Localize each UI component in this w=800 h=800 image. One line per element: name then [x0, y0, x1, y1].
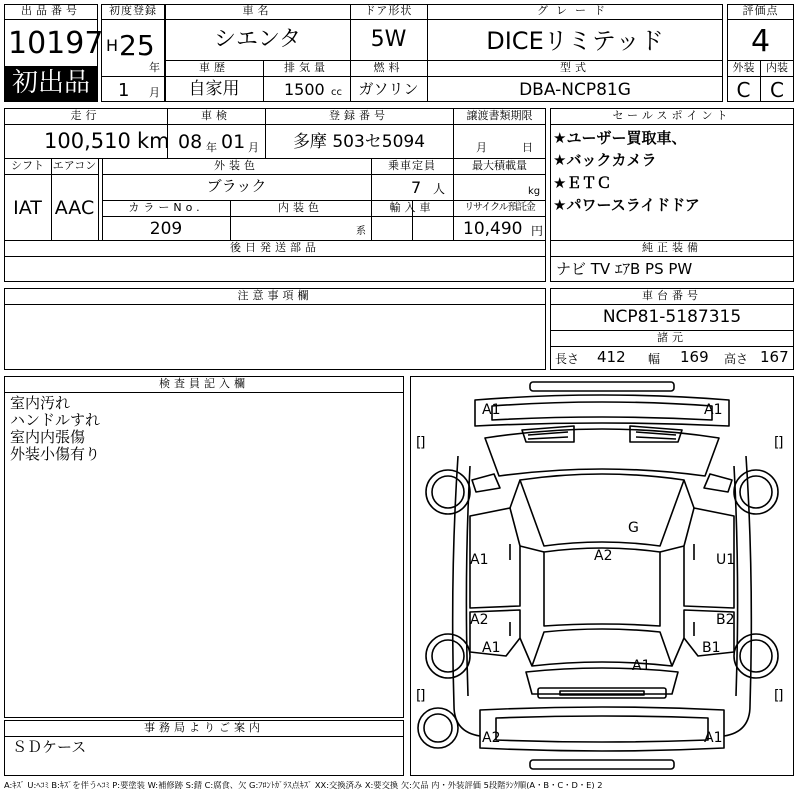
first-reg-era: H: [106, 36, 119, 55]
notes-header: 注意事項欄: [237, 289, 313, 302]
car-outline-diagram: [410, 376, 794, 776]
svg-text:[: [: [774, 688, 780, 704]
max-load-header: 最大積載量: [472, 159, 527, 172]
svg-text:]: ]: [778, 688, 784, 704]
first-registration-header: 初度登録: [109, 4, 157, 17]
aircon-header: エアコン: [52, 159, 97, 172]
inspector-note-1: 室内汚れ: [10, 394, 71, 412]
mark-windshield: G: [628, 520, 639, 536]
mileage: 100,510: [44, 129, 131, 153]
svg-text:]: ]: [420, 688, 426, 704]
mark-tailgate: A1: [632, 658, 651, 674]
shift: IAT: [13, 197, 42, 219]
interior-grade: C: [770, 78, 784, 102]
mark-right-front-door: U1: [716, 552, 736, 568]
svg-text:[: [: [416, 688, 422, 704]
mark-right-quarter: B1: [702, 640, 721, 656]
grade: DICEリミテッド: [486, 27, 664, 55]
exterior-color-header: 外装色: [214, 159, 259, 172]
inspector-note-4: 外装小傷有り: [10, 445, 101, 463]
sales-points-header: セールスポイント: [612, 109, 732, 122]
model-header: 型式: [560, 61, 590, 74]
color-number: 209: [149, 219, 183, 239]
mark-left-rear-door: A2: [470, 612, 489, 628]
max-load-unit: kg: [528, 186, 541, 197]
mark-front-right: A1: [704, 402, 723, 418]
shift-header: シフト: [11, 159, 44, 172]
length: 412: [597, 348, 626, 366]
door-header: ドア形状: [364, 4, 413, 17]
exterior-color: ブラック: [206, 177, 267, 195]
height: 167: [760, 348, 789, 366]
later-parts-header: 後日発送部品: [230, 241, 320, 254]
car-name-header: 車名: [242, 4, 273, 17]
interior-color-header: 内装色: [278, 201, 323, 214]
mark-right-rear-door: B2: [716, 612, 735, 628]
mark-left-quarter: A1: [482, 640, 501, 656]
car-name: シエンタ: [213, 27, 302, 52]
height-label: 高さ: [724, 352, 749, 366]
mark-rear-left: A2: [482, 730, 501, 746]
interior-header: 内装: [766, 61, 788, 74]
mark-rear-right: A1: [704, 730, 723, 746]
first-reg-year-unit: 年: [149, 61, 160, 74]
recycle-fee-header: リサイクル預託金: [464, 202, 535, 213]
office-note-header: 事務局よりご案内: [144, 721, 264, 734]
lot-number: 10197: [8, 26, 104, 61]
fuel-header: 燃料: [373, 61, 404, 74]
transfer-month-unit: 月: [476, 141, 487, 154]
inspection-month: 01: [221, 131, 246, 153]
color-number-header: カラーNo.: [128, 201, 204, 214]
chassis-number: NCP81-5187315: [602, 307, 742, 327]
vehicle-history: 自家用: [188, 79, 240, 99]
sales-point-3: ★ＥＴＣ: [553, 174, 612, 192]
equipment-header: 純正装備: [642, 241, 702, 254]
score-header: 評価点: [742, 4, 779, 17]
displacement-unit: cc: [331, 87, 342, 98]
sales-point-1: ★ユーザー買取車、: [553, 129, 687, 147]
inspector-note-3: 室内内張傷: [10, 428, 86, 446]
office-note: ＳＤケース: [12, 738, 87, 756]
grade-header: グレード: [537, 4, 613, 17]
import-header: 輸入車: [389, 201, 435, 214]
inspector-note-2: ハンドルすれ: [10, 411, 101, 429]
capacity-header: 乗車定員: [388, 159, 436, 172]
inspection-year-unit: 年: [206, 141, 217, 154]
mark-roof: A2: [594, 548, 613, 564]
reg-number-header: 登録番号: [329, 109, 389, 122]
model-code: DBA-NCP81G: [519, 80, 631, 100]
chassis-header: 車台番号: [642, 289, 702, 302]
svg-text:[: [: [416, 435, 422, 451]
registration-number: 多摩 503セ5094: [292, 132, 426, 152]
fuel-type: ガソリン: [358, 80, 419, 98]
lot-number-header: 出品番号: [21, 4, 81, 17]
exterior-grade: C: [736, 78, 751, 102]
recycle-fee-unit: 円: [531, 224, 544, 238]
inspector-notes-header: 検査員記入欄: [159, 377, 249, 390]
transfer-deadline-header: 譲渡書類期限: [466, 109, 533, 122]
width: 169: [680, 348, 709, 366]
svg-text:]: ]: [420, 435, 426, 451]
width-label: 幅: [648, 352, 661, 366]
transfer-day-unit: 日: [522, 141, 533, 154]
first-reg-month: 1: [118, 80, 130, 101]
mileage-unit: km: [137, 129, 170, 153]
specs-header: 諸元: [657, 331, 687, 344]
sales-point-2: ★バックカメラ: [553, 151, 657, 169]
history-header: 車歴: [199, 61, 229, 74]
sales-point-4: ★パワースライドドア: [553, 196, 700, 214]
door-type: 5W: [370, 27, 407, 52]
legend: A:ｷｽﾞ U:ﾍｺﾐ B:ｷｽﾞを伴うﾍｺﾐ P:要塗装 W:補修跡 S:錆 C:腐食、欠 G:ﾌﾛﾝﾄｶﾞﾗｽ点ｷｽﾞ XX:交換済み X:要交換 欠:欠品 内・外装評価 5段階ﾗﾝｸ順(A・B・C・D・E) 2: [4, 781, 603, 790]
inspection-month-unit: 月: [248, 141, 259, 154]
equipment: ナビ TV ｴｱB PS PW: [556, 260, 693, 278]
score: 4: [750, 24, 771, 59]
mark-front-left: A1: [482, 402, 501, 418]
svg-text:[: [: [774, 435, 780, 451]
mark-left-front-door: A1: [470, 552, 489, 568]
first-reg-month-unit: 月: [149, 86, 160, 99]
inspection-year: 08: [178, 131, 203, 153]
capacity-unit: 人: [433, 182, 446, 196]
svg-text:]: ]: [778, 435, 784, 451]
exterior-header: 外装: [732, 61, 755, 74]
first-reg-year: 25: [119, 29, 155, 62]
interior-color-unit: 系: [356, 226, 366, 237]
displacement-header: 排気量: [284, 61, 329, 74]
aircon: AAC: [54, 197, 95, 219]
inspection-header: 車検: [201, 109, 231, 122]
capacity: 7: [411, 178, 422, 197]
length-label: 長さ: [555, 352, 580, 366]
recycle-fee: 10,490: [463, 219, 523, 239]
first-shown-badge: 初出品: [5, 66, 97, 101]
displacement: 1500: [284, 80, 325, 99]
mileage-header: 走行: [70, 109, 101, 122]
